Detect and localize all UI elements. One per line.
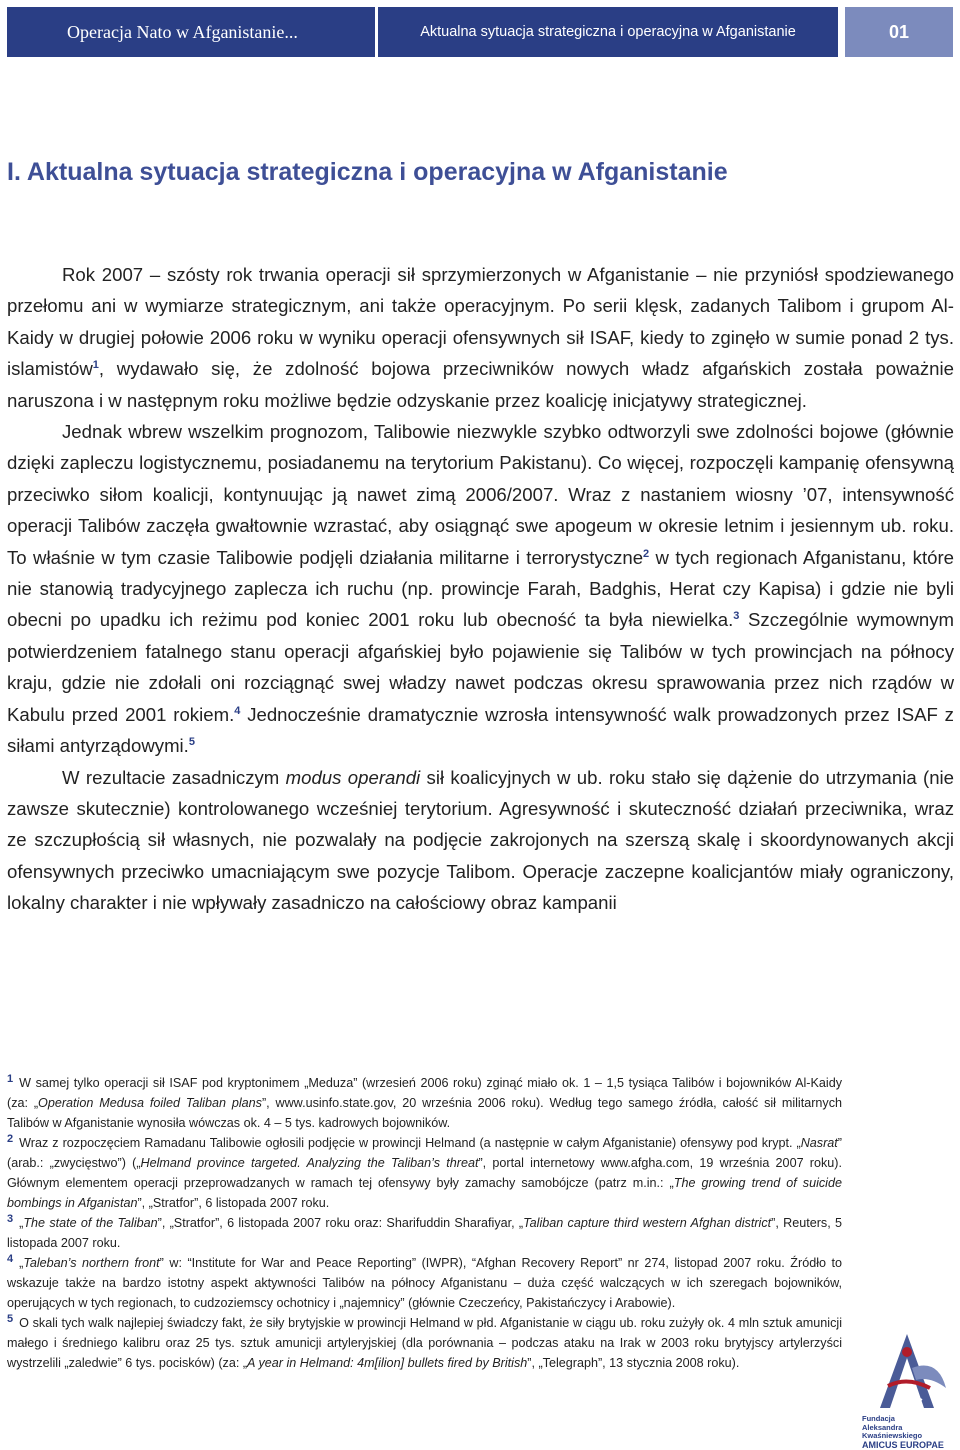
footnote-4-italic: Taleban’s northern front bbox=[23, 1256, 160, 1270]
footnote-3-text-a: „ bbox=[19, 1216, 24, 1230]
footnote-2-italic-3: The growing trend of suicide bombings in Afganistan bbox=[7, 1176, 842, 1210]
footnote-4-text-a: „ bbox=[19, 1256, 24, 1270]
footnote-5-text-a: O skali tych walk najlepiej świadczy fakt, że siły brytyjskie w prowincji Helmand w płd. Afganistanie w ciągu ub. roku zużyły ok. 4 mln sztuk amunicji małego i średniego kalibru oraz 25 tys. sztuk amunicji artyleryjskiej (dla porównania – podczas ataku na Irak w 2003 roku brytyjscy artylerzyści wystrzelili „zaledwie” 6 tys. pocisków) (za: „ bbox=[7, 1316, 842, 1370]
footnote-2-italic-1: Nasrat bbox=[800, 1136, 838, 1150]
logo-line-3: AMICUS EUROPAE bbox=[862, 1439, 944, 1450]
footnote-4-number: 4 bbox=[7, 1252, 14, 1265]
page-title: I. Aktualna sytuacja strategiczna i operacyjna w Afganistanie bbox=[7, 158, 728, 186]
body-text bbox=[7, 259, 954, 919]
paragraph-1-text-b: , wydawało się, że zdolność bojowa przeciwników nowych władz afgańskich została poważnie naruszona i w następnym roku możliwe będzie odzyskanie przez koalicję inicjatywy strategicznej. bbox=[7, 358, 954, 411]
paragraph-3-text-a: W rezultacie zasadniczym bbox=[62, 766, 286, 788]
logo-line-2: Aleksandra Kwaśniewskiego bbox=[862, 1422, 923, 1440]
paragraph-2-text-b: w tych regionach Afganistanu, które nie stanowią tradycyjnego zaplecza ich ruchu (np. prowincje Farah, Badghis, Herat czy Kapisa) i gdzie nie byli obecni po upadku ich reżimu pod koniec 2001 roku lub obecność ta była niewielka. bbox=[7, 546, 954, 631]
footnote-ref-2[interactable]: 2 bbox=[643, 547, 650, 560]
footnote-2-number: 2 bbox=[7, 1132, 14, 1145]
footnote-ref-3[interactable]: 3 bbox=[733, 610, 740, 623]
footnote-1-number: 1 bbox=[7, 1072, 14, 1085]
paragraph-1-text-a: Rok 2007 – szósty rok trwania operacji sił sprzymierzonych w Afganistanie – nie przyniósł spodziewanego przełomu ani w wymiarze strategicznym, ani także operacyjnym. Po serii klęsk, zadanych Talibom i grupom Al-Kaidy w drugiej połowie 2006 roku w wyniku operacji ofensywnych sił ISAF, kiedy to zginęło w sumie ponad 2 tys. islamistów bbox=[7, 264, 954, 380]
footnote-1-text-b: ”, www.usinfo.state.gov, 20 września 2006 roku). Według tego samego źródła, całość sił militarnych Talibów w Afganistanie wynosiła wówczas ok. 4 – 5 tys. kadrowych bojowników. bbox=[7, 1096, 843, 1130]
footnote-2-text-b: ” (arab.: „zwycięstwo”) („ bbox=[7, 1136, 842, 1170]
footnote-1-italic: Operation Medusa foiled Taliban plans bbox=[38, 1096, 262, 1110]
footnote-5-number: 5 bbox=[7, 1312, 14, 1325]
footnote-3-text-c: ”, Reuters, 5 listopada 2007 roku. bbox=[7, 1216, 843, 1250]
logo-line-1: Fundacja bbox=[862, 1414, 895, 1423]
header-left-label: Operacja Nato w Afganistanie... bbox=[67, 21, 298, 42]
paragraph-2 bbox=[7, 416, 954, 761]
header-section-title bbox=[7, 7, 375, 57]
paragraph-3 bbox=[7, 762, 954, 919]
footnote-1-text-a: W samej tylko operacji sił ISAF pod kryptonimem „Meduza” (wrzesień 2006 roku) zginąć miało ok. 1 – 1,5 tysiąca Talibów i bojowników Al-Kaidy (za: „ bbox=[7, 1076, 842, 1110]
paragraph-3-text-b: sił koalicyjnych w ub. roku stało się dążenie do utrzymania (nie zawsze skutecznie) kontrolowanego wcześniej terytorium. Agresywność i skuteczność działań przeciwnika, wraz ze szczupłością sił własnych, nie pozwalały na podjęcie zakrojonych na szerszą skalę i skoordynowanych akcji ofensywnych przeciwko umacniającym swe pozycje Talibom. Operacje zaczepne koalicjantów miały ograniczony, lokalny charakter i nie wpływały zasadniczo na całościowy obraz kampanii bbox=[7, 766, 955, 914]
paragraph-2-text-c: Szczególnie wymownym potwierdzeniem fatalnego stanu operacji afgańskiej było pojawienie się Talibów w tych prowincjach na północy kraju, gdzie nie zdołali oni rozciągnąć swej władzy nawet podczas okresu sprawowania przez nich rządów w Kabulu przed 2001 rokiem. bbox=[7, 609, 955, 725]
footnotes bbox=[7, 1073, 842, 1373]
footnote-3-number: 3 bbox=[7, 1212, 14, 1225]
footnote-3-italic-2: Taliban capture third western Afghan district bbox=[523, 1216, 772, 1230]
footnote-2-text-d: ”, „Stratfor”, 6 listopada 2007 roku. bbox=[137, 1196, 330, 1210]
header-middle-label: Aktualna sytuacja strategiczna i operacyjna w Afganistanie bbox=[420, 24, 796, 40]
footnote-3 bbox=[7, 1213, 842, 1253]
footnote-3-text-b: ”, „Stratfor”, 6 listopada 2007 roku oraz: Sharifuddin Sharafiyar, „ bbox=[157, 1216, 524, 1230]
header-chapter-title bbox=[378, 7, 838, 57]
footnote-ref-4[interactable]: 4 bbox=[234, 704, 241, 717]
footnote-5 bbox=[7, 1313, 842, 1373]
footnote-3-italic-1: The state of the Taliban bbox=[23, 1216, 158, 1230]
footnote-ref-1[interactable]: 1 bbox=[92, 359, 99, 372]
footnote-2-text-c: ”, portal internetowy www.afgha.com, 19 września 2007 roku). Głównym elementem operacji przeprowadzanych w ramach tej ofensywy były zamachy samobójcze (patrz m.in.: „ bbox=[7, 1156, 842, 1190]
footnote-ref-5[interactable]: 5 bbox=[188, 735, 195, 748]
footnote-4-text-b: ” w: “Institute for War and Peace Reporting” (IWPR), “Afghan Recovery Report” nr 274, listopad 2007 roku. Źródło to wskazuje także na bardzo istotny aspekt aktywności Talibów na północy Afganistanu – duża część walczących w ich szeregach bojowników, operujących w tych regionach, to cudzoziemscy ochotnicy i „najemnicy” (głównie Czeczeńcy, Pakistańczycy i Arabowie). bbox=[7, 1256, 843, 1310]
paragraph-1 bbox=[7, 259, 954, 416]
footnote-2 bbox=[7, 1133, 842, 1213]
footnote-4 bbox=[7, 1253, 842, 1313]
paragraph-2-text-d: Jednocześnie dramatycznie wzrosła intensywność walk prowadzonych przez ISAF z siłami antyrządowymi. bbox=[7, 703, 954, 757]
footnote-2-italic-2: Helmand province targeted. Analyzing the Taliban’s threat bbox=[140, 1156, 479, 1170]
paragraph-2-text-a: Jednak wbrew wszelkim prognozom, Talibowie niezwykle szybko odtworzyli swe zdolności bojowe (głównie dzięki zapleczu logistycznemu, posiadanemu na terytorium Pakistanu). Co więcej, rozpoczęli kampanię ofensywną przeciwko siłom koalicji, kontynuując ją nawet zimą 2006/2007. Wraz z nastaniem wiosny ’07, intensywność operacji Talibów zaczęła gwałtownie wzrastać, aby osiągnąć swe apogeum w okresie letnim i jesiennym ub. roku. To właśnie w tym czasie Talibowie podjęli działania militarne i terrorystyczne bbox=[7, 421, 954, 568]
footnote-5-italic: A year in Helmand: 4m[ilion] bullets fired by British bbox=[247, 1356, 528, 1370]
page-number-box bbox=[845, 7, 953, 57]
footnote-2-text-a: Wraz z rozpoczęciem Ramadanu Talibowie ogłosili podjęcie w prowincji Helmand (a następnie w całym Afganistanie) ofensywy pod krypt. „ bbox=[19, 1136, 801, 1150]
footnote-1 bbox=[7, 1073, 842, 1133]
footnote-5-text-b: ”, „Telegraph”, 13 stycznia 2008 roku). bbox=[527, 1356, 740, 1370]
paragraph-3-italic: modus operandi bbox=[285, 766, 421, 788]
logo-text bbox=[862, 1415, 954, 1449]
page-number: 01 bbox=[888, 21, 910, 42]
